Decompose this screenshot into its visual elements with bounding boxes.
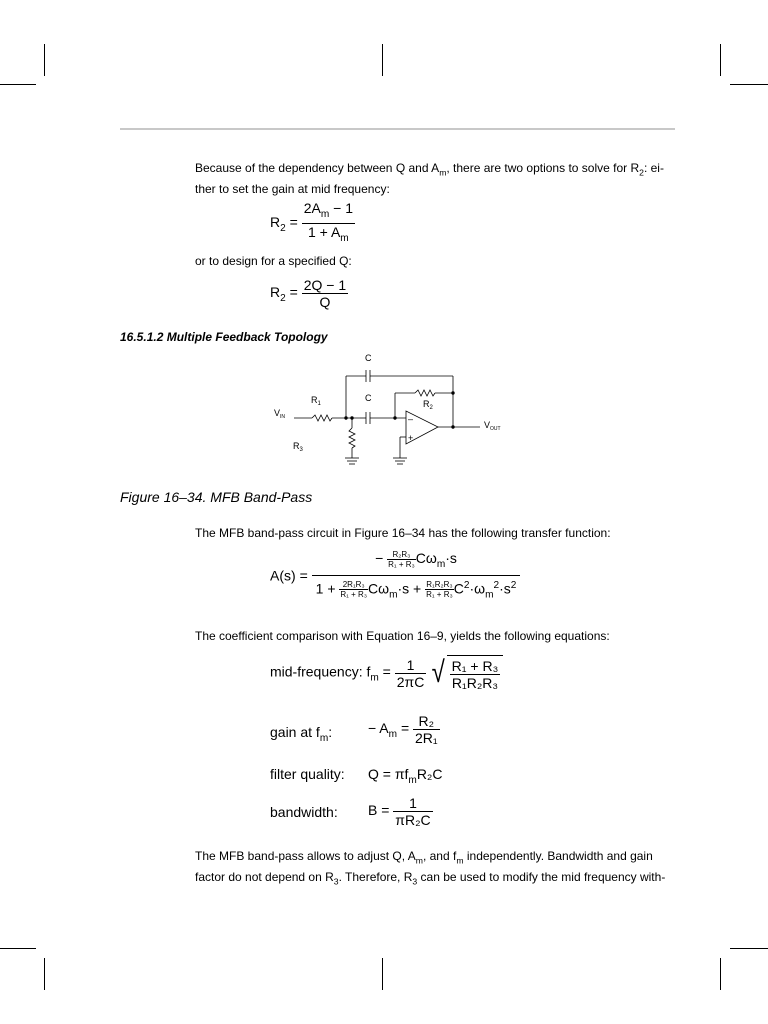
equation-r2-q: $R_2$ = $\frac{2Q - 1}{Q}$	[270, 277, 347, 310]
mfb-bandpass-circuit	[260, 348, 520, 473]
label-c-top: C	[365, 353, 372, 363]
equation-mid-frequency: mid-frequency: $f_m$ = $\frac{1}{2\pi C}$ √ $\frac{\text{R₁ + R₃}}{\text{R₁R₂R₃}}$	[270, 655, 503, 691]
crop-mark	[720, 958, 721, 990]
paragraph-transfer-intro: The MFB band-pass circuit in Figure 16–34 has the following transfer function:	[195, 526, 611, 540]
crop-mark	[44, 44, 45, 76]
crop-mark	[382, 44, 383, 76]
crop-mark	[0, 948, 36, 949]
paragraph-coefficient: The coefficient comparison with Equation 16–9, yields the following equations:	[195, 629, 610, 643]
crop-mark	[382, 958, 383, 990]
equation-r2-gain: $R_2$ = $\frac{2A_m - 1}{1 + A_m}$	[270, 200, 353, 244]
figure-caption: Figure 16–34. MFB Band-Pass	[120, 489, 313, 505]
label-vout: $V_{OUT}$	[484, 420, 501, 432]
label-c-mid: C	[365, 393, 372, 403]
label-r1: $R_1$	[311, 395, 321, 407]
label-vin: $V_{IN}$	[274, 408, 286, 420]
paragraph-adjust: The MFB band-pass allows to adjust Q, $A_m$, and $f_m$ independently. Bandwidth and gain factor do not depend on $R_3$. Therefore, $R_3$ can be used to modify the mid frequency with-	[195, 849, 666, 887]
section-heading: 16.5.1.2 Multiple Feedback Topology	[120, 330, 328, 344]
equation-transfer-function: A(s) = − $\frac{\text{R₂R₃}}{\text{R₁ + R₃}}$ $C\omega_m\cdot s$ 1 + $\frac{\text{2R₁R₃}}{\text{R₁ + R₃}}$ $C\omega_m\cdot s$ + $\frac{\text{R₁R₂R₃}}{\text{R₁ + R₃}}$ $C^2\cdot\omega_m^2\cdot s^2$	[270, 550, 520, 603]
equation-bandwidth: B = $\frac{1}{\text{πR₂C}}$	[368, 795, 431, 828]
label-r2: $R_2$	[423, 399, 433, 411]
label-filter-quality: filter quality:	[270, 766, 345, 782]
label-r3: $R_3$	[293, 441, 303, 453]
crop-mark	[0, 84, 36, 85]
label-gain: gain at $f_m$:	[270, 724, 333, 744]
crop-mark	[730, 84, 768, 85]
sqrt-icon: √	[431, 656, 446, 689]
paragraph-specified-q: or to design for a specified Q:	[195, 254, 352, 268]
crop-mark	[44, 958, 45, 990]
opamp-plus: +	[408, 433, 414, 443]
crop-mark	[730, 948, 768, 949]
crop-mark	[720, 44, 721, 76]
paragraph-dependency: Because of the dependency between Q and $A_m$, there are two options to solve for $R_2$: ei-ther to set the gain at mid frequency:	[195, 161, 664, 197]
label-bandwidth: bandwidth:	[270, 804, 338, 820]
equation-gain: − $A_m$ = $\frac{\text{R₂}}{\text{2R₁}}$	[368, 713, 438, 746]
header-rule	[120, 128, 675, 130]
equation-quality: $Q = \pi f_mR_2C$	[368, 766, 443, 786]
opamp-minus: –	[408, 414, 414, 424]
